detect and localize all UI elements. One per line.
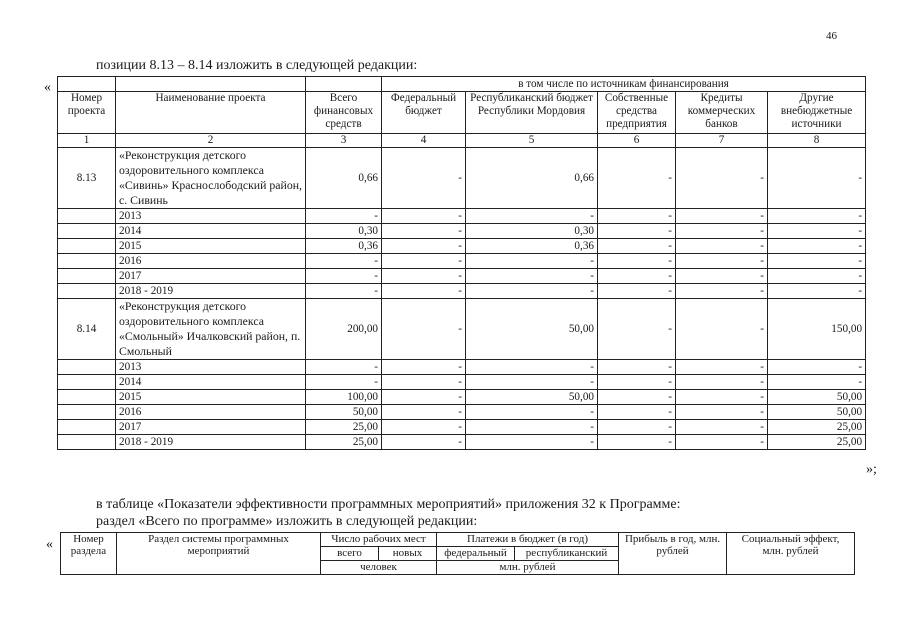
- year-value: -: [768, 209, 866, 224]
- year-value: -: [676, 360, 768, 375]
- year-value: -: [598, 269, 676, 284]
- opening-quote-mark: «: [44, 80, 51, 95]
- year-value: -: [598, 224, 676, 239]
- project-total-value: -: [768, 148, 866, 209]
- empty-number-cell: [58, 269, 116, 284]
- group-header-spacer: [306, 77, 382, 92]
- year-label: 2015: [116, 390, 306, 405]
- project-total-value: -: [382, 148, 466, 209]
- year-value: -: [306, 375, 382, 390]
- project-total-value: -: [598, 148, 676, 209]
- year-label: 2015: [116, 239, 306, 254]
- year-value: -: [768, 224, 866, 239]
- year-value: -: [466, 405, 598, 420]
- year-label: 2017: [116, 269, 306, 284]
- intro-table2-line2: раздел «Всего по программе» изложить в следующей редакции:: [96, 514, 478, 529]
- year-value: -: [598, 239, 676, 254]
- header-republic-budget: Республиканский бюджет Республики Мордовия: [466, 92, 598, 134]
- year-value: -: [382, 209, 466, 224]
- year-value: -: [466, 269, 598, 284]
- opening-quote-mark-2: «: [46, 537, 53, 552]
- header-project-name: Наименование проекта: [116, 92, 306, 134]
- page-number: 46: [826, 30, 837, 42]
- empty-number-cell: [58, 360, 116, 375]
- year-value: -: [676, 269, 768, 284]
- year-value: -: [676, 375, 768, 390]
- financing-table: [57, 76, 866, 450]
- header-federal-budget: Федеральный бюджет: [382, 92, 466, 134]
- year-value: -: [676, 435, 768, 450]
- year-value: -: [768, 239, 866, 254]
- year-value: -: [598, 390, 676, 405]
- header-total-funds: Всего финансовых средств: [306, 92, 382, 134]
- year-value: 0,36: [466, 239, 598, 254]
- year-label: 2013: [116, 360, 306, 375]
- header-payments-federal: федеральный: [437, 547, 515, 561]
- header-profit: Прибыль в год, млн. рублей: [619, 533, 727, 575]
- year-value: -: [598, 435, 676, 450]
- financing-sources-group-header: в том числе по источникам финансирования: [382, 77, 866, 92]
- year-value: -: [676, 224, 768, 239]
- year-value: 0,30: [466, 224, 598, 239]
- year-label: 2013: [116, 209, 306, 224]
- project-total-value: -: [598, 299, 676, 360]
- year-value: -: [382, 269, 466, 284]
- year-label: 2016: [116, 254, 306, 269]
- column-number: 6: [598, 134, 676, 148]
- year-label: 2018 - 2019: [116, 435, 306, 450]
- year-value: 25,00: [768, 420, 866, 435]
- year-value: -: [598, 284, 676, 299]
- empty-number-cell: [58, 284, 116, 299]
- year-value: -: [306, 269, 382, 284]
- empty-number-cell: [58, 254, 116, 269]
- year-value: -: [382, 375, 466, 390]
- project-total-value: 50,00: [466, 299, 598, 360]
- year-value: -: [676, 390, 768, 405]
- year-value: 25,00: [306, 435, 382, 450]
- year-value: -: [598, 254, 676, 269]
- header-other-sources: Другие внебюджетные источники: [768, 92, 866, 134]
- year-value: -: [382, 224, 466, 239]
- year-value: -: [676, 405, 768, 420]
- year-value: -: [676, 284, 768, 299]
- year-value: -: [768, 375, 866, 390]
- year-value: -: [676, 209, 768, 224]
- year-value: 50,00: [466, 390, 598, 405]
- year-value: -: [466, 375, 598, 390]
- column-number: 8: [768, 134, 866, 148]
- year-value: -: [382, 360, 466, 375]
- empty-number-cell: [58, 390, 116, 405]
- year-value: -: [306, 254, 382, 269]
- project-name: «Реконструкция детского оздоровительного комплекса «Сивинь» Краснослободский район, с. Сивинь: [116, 148, 306, 209]
- header-payments-republic: республиканский: [515, 547, 619, 561]
- header-section-number: Номер раздела: [61, 533, 117, 575]
- year-value: -: [466, 284, 598, 299]
- year-value: -: [768, 360, 866, 375]
- header-bank-credits: Кредиты коммерческих банков: [676, 92, 768, 134]
- project-total-value: 200,00: [306, 299, 382, 360]
- year-value: -: [598, 360, 676, 375]
- empty-number-cell: [58, 209, 116, 224]
- year-label: 2018 - 2019: [116, 284, 306, 299]
- year-value: 25,00: [306, 420, 382, 435]
- year-value: -: [466, 209, 598, 224]
- header-section-name: Раздел системы программных мероприятий: [117, 533, 321, 575]
- empty-number-cell: [58, 435, 116, 450]
- intro-positions-text: позиции 8.13 – 8.14 изложить в следующей редакции:: [96, 58, 418, 73]
- year-value: -: [466, 254, 598, 269]
- year-value: -: [676, 420, 768, 435]
- year-value: -: [676, 254, 768, 269]
- header-own-funds: Собственные средства предприятия: [598, 92, 676, 134]
- group-header-spacer: [58, 77, 116, 92]
- empty-number-cell: [58, 375, 116, 390]
- empty-number-cell: [58, 405, 116, 420]
- year-label: 2016: [116, 405, 306, 420]
- year-value: -: [466, 435, 598, 450]
- column-number: 4: [382, 134, 466, 148]
- project-total-value: 0,66: [306, 148, 382, 209]
- project-total-value: 150,00: [768, 299, 866, 360]
- year-value: -: [382, 284, 466, 299]
- year-value: -: [466, 420, 598, 435]
- intro-table2-line1: в таблице «Показатели эффективности программных мероприятий» приложения 32 к Программе:: [96, 497, 681, 512]
- project-total-value: -: [676, 148, 768, 209]
- header-payments: Платежи в бюджет (в год): [437, 533, 619, 547]
- year-value: -: [768, 284, 866, 299]
- year-value: -: [768, 254, 866, 269]
- project-total-value: -: [676, 299, 768, 360]
- year-value: -: [382, 405, 466, 420]
- year-value: -: [598, 209, 676, 224]
- year-value: 100,00: [306, 390, 382, 405]
- year-value: -: [306, 209, 382, 224]
- year-value: -: [382, 239, 466, 254]
- project-number: 8.14: [58, 299, 116, 360]
- column-number: 1: [58, 134, 116, 148]
- closing-quote-mark: »;: [866, 462, 877, 477]
- year-label: 2014: [116, 224, 306, 239]
- header-social-effect: Социальный эффект, млн. рублей: [727, 533, 855, 575]
- year-value: -: [306, 284, 382, 299]
- unit-people: человек: [321, 561, 437, 575]
- column-number: 2: [116, 134, 306, 148]
- column-number: 7: [676, 134, 768, 148]
- year-value: -: [598, 375, 676, 390]
- efficiency-table: [60, 532, 855, 575]
- year-value: -: [768, 269, 866, 284]
- year-value: -: [676, 239, 768, 254]
- project-name: «Реконструкция детского оздоровительного комплекса «Смольный» Ичалковский район, п. Смольный: [116, 299, 306, 360]
- year-value: 0,36: [306, 239, 382, 254]
- project-total-value: -: [382, 299, 466, 360]
- year-value: -: [382, 254, 466, 269]
- empty-number-cell: [58, 239, 116, 254]
- header-jobs-total: всего: [321, 547, 379, 561]
- header-jobs-new: новых: [379, 547, 437, 561]
- project-total-value: 0,66: [466, 148, 598, 209]
- year-value: -: [466, 360, 598, 375]
- year-value: 50,00: [768, 390, 866, 405]
- year-value: -: [382, 420, 466, 435]
- header-jobs: Число рабочих мест: [321, 533, 437, 547]
- project-number: 8.13: [58, 148, 116, 209]
- column-number: 3: [306, 134, 382, 148]
- year-value: 50,00: [768, 405, 866, 420]
- year-label: 2014: [116, 375, 306, 390]
- year-value: -: [382, 435, 466, 450]
- header-project-number: Номер проекта: [58, 92, 116, 134]
- year-value: -: [598, 405, 676, 420]
- year-value: 0,30: [306, 224, 382, 239]
- column-number: 5: [466, 134, 598, 148]
- group-header-spacer: [116, 77, 306, 92]
- empty-number-cell: [58, 420, 116, 435]
- year-value: -: [382, 390, 466, 405]
- year-label: 2017: [116, 420, 306, 435]
- empty-number-cell: [58, 224, 116, 239]
- year-value: 25,00: [768, 435, 866, 450]
- unit-mln-rubles: млн. рублей: [437, 561, 619, 575]
- year-value: -: [598, 420, 676, 435]
- year-value: -: [306, 360, 382, 375]
- year-value: 50,00: [306, 405, 382, 420]
